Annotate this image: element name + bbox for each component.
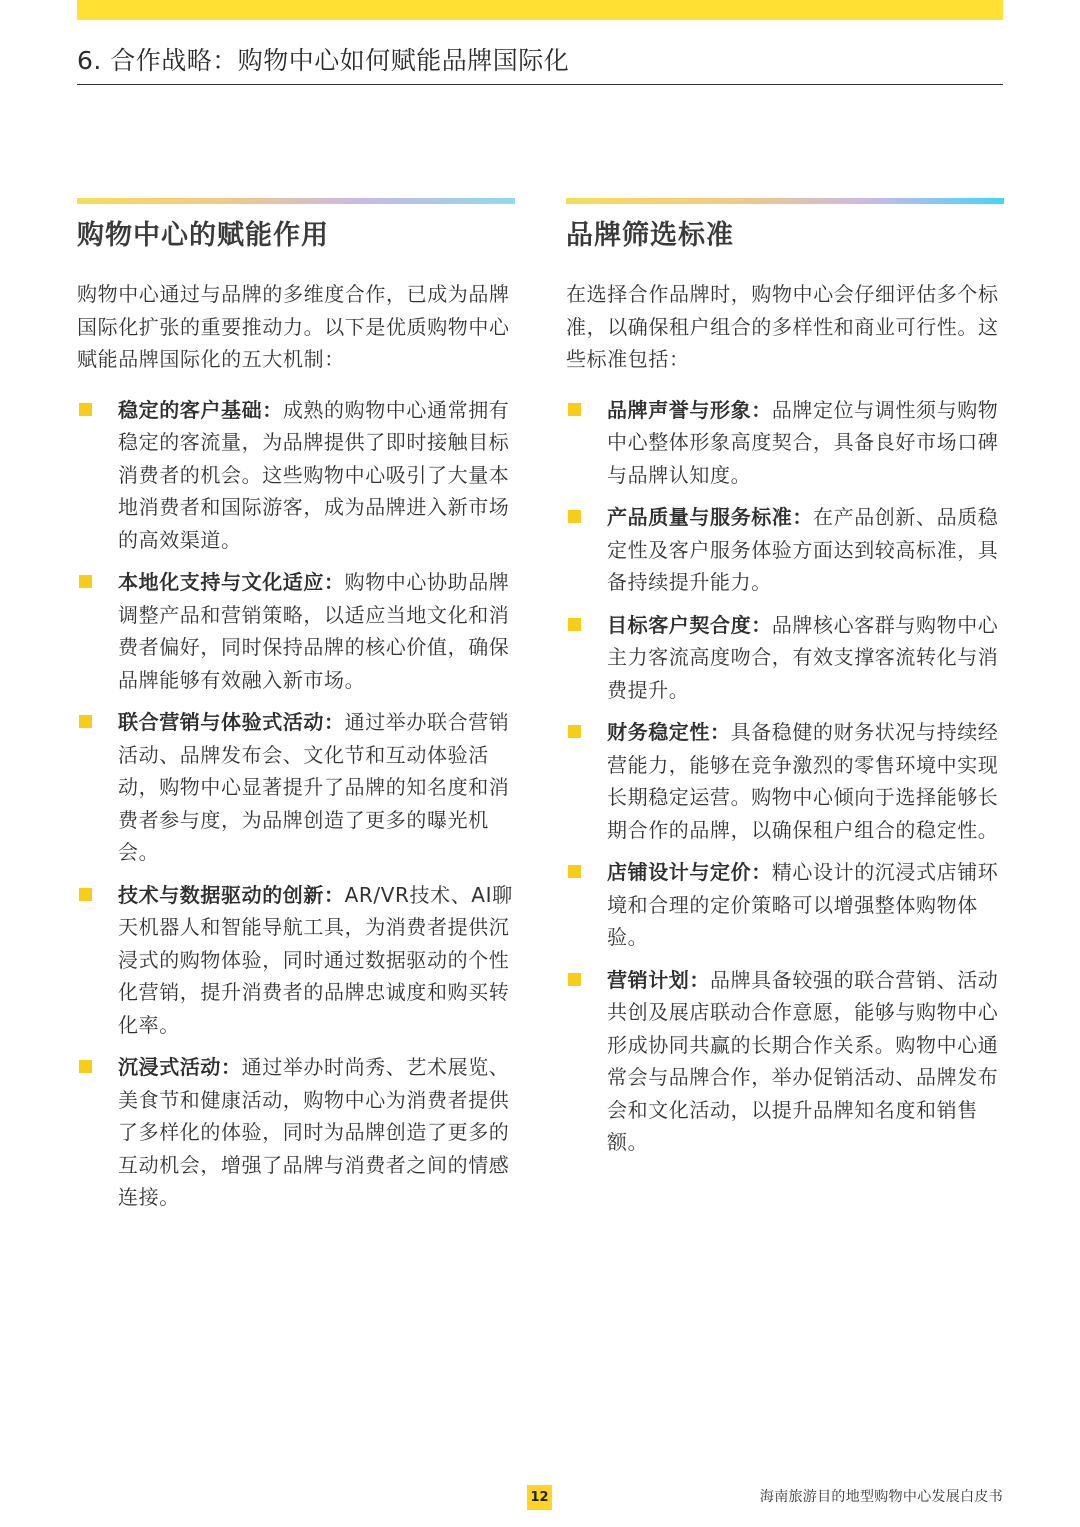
item-term: 沉浸式活动： [118,1055,242,1079]
item-text: 成熟的购物中心通常拥有稳定的客流量，为品牌提供了即时接触目标消费者的机会。这些购物中心吸引了大量本地消费者和国际游客，成为品牌进入新市场的高效渠道。 [118,397,510,552]
list-item [77,566,515,696]
gradient-divider [566,198,1004,204]
item-term: 本地化支持与文化适应： [118,570,345,594]
gradient-divider [77,198,515,204]
square-bullet-icon [79,888,92,901]
top-accent-bar [77,0,1003,20]
column-title: 购物中心的赋能作用 [77,220,329,251]
item-text: AR/VR技术、AI聊天机器人和智能导航工具，为消费者提供沉浸式的购物体验，同时通过数据驱动的个性化营销，提升消费者的品牌忠诚度和购买转化率。 [118,882,513,1037]
column-criteria [566,198,1004,1169]
square-bullet-icon [568,403,581,416]
page-number: 12 [527,1485,552,1510]
mechanism-list [77,394,515,1214]
item-text: 通过举办时尚秀、艺术展览、美食节和健康活动，购物中心为消费者提供了多样化的体验，同时为品牌创造了更多的互动机会，增强了品牌与消费者之间的情感连接。 [118,1055,510,1209]
square-bullet-icon [79,575,92,588]
item-text: 购物中心协助品牌调整产品和营销策略，以适应当地文化和消费者偏好，同时保持品牌的核心价值，确保品牌能够有效融入新市场。 [118,570,510,692]
list-item [566,609,1004,707]
square-bullet-icon [79,1060,92,1073]
item-text: 品牌核心客群与购物中心主力客流高度吻合，有效支撑客流转化与消费提升。 [607,612,999,702]
item-term: 财务稳定性： [607,720,731,744]
footer-document-title: 海南旅游目的地型购物中心发展白皮书 [759,1489,1003,1505]
list-item [77,706,515,869]
item-text: 在产品创新、品质稳定性及客户服务体验方面达到较高标准，具备持续提升能力。 [607,505,999,594]
column-empowerment [77,198,515,1224]
column-intro: 在选择合作品牌时，购物中心会仔细评估多个标准，以确保租户组合的多样性和商业可行性。这些标准包括： [566,282,999,371]
square-bullet-icon [568,973,581,986]
list-item [77,879,515,1042]
list-item [566,856,1004,954]
item-text: 通过举办联合营销活动、品牌发布会、文化节和互动体验活动，购物中心显著提升了品牌的知名度和消费者参与度，为品牌创造了更多的曝光机会。 [118,710,510,864]
square-bullet-icon [79,715,92,728]
list-item [566,964,1004,1159]
item-text: 具备稳健的财务状况与持续经营能力，能够在竞争激烈的零售环境中实现长期稳定运营。购物中心倾向于选择能够长期合作的品牌，以确保租户组合的稳定性。 [607,720,999,842]
list-item [77,394,515,557]
item-term: 目标客户契合度： [607,612,772,637]
item-term: 店铺设计与定价： [607,860,772,884]
square-bullet-icon [568,865,581,878]
square-bullet-icon [568,725,581,738]
item-term: 技术与数据驱动的创新： [118,882,345,907]
section-header: 6. 合作战略：购物中心如何赋能品牌国际化 [77,46,570,75]
item-text: 品牌具备较强的联合营销、活动共创及展店联动合作意愿，能够与购物中心形成协同共赢的长期合作关系。购物中心通常会与品牌合作，举办促销活动、品牌发布会和文化活动，以提升品牌知名度和销售额。 [607,967,999,1154]
item-text: 品牌定位与调性须与购物中心整体形象高度契合，具备良好市场口碑与品牌认知度。 [607,397,999,487]
square-bullet-icon [79,403,92,416]
square-bullet-icon [568,618,581,631]
list-item [566,501,1004,599]
criteria-list [566,394,1004,1159]
item-term: 联合营销与体验式活动： [118,710,345,734]
list-item [566,394,1004,492]
item-term: 产品质量与服务标准： [607,505,813,529]
column-intro: 购物中心通过与品牌的多维度合作，已成为品牌国际化扩张的重要推动力。以下是优质购物中心赋能品牌国际化的五大机制： [77,282,510,371]
header-divider [77,84,1003,85]
list-item [77,1051,515,1214]
item-term: 稳定的客户基础： [118,397,283,422]
item-text: 精心设计的沉浸式店铺环境和合理的定价策略可以增强整体购物体验。 [607,860,999,949]
square-bullet-icon [568,510,581,523]
column-title: 品牌筛选标准 [566,220,734,251]
item-term: 品牌声誉与形象： [607,397,772,422]
list-item [566,716,1004,846]
item-term: 营销计划： [607,967,710,992]
